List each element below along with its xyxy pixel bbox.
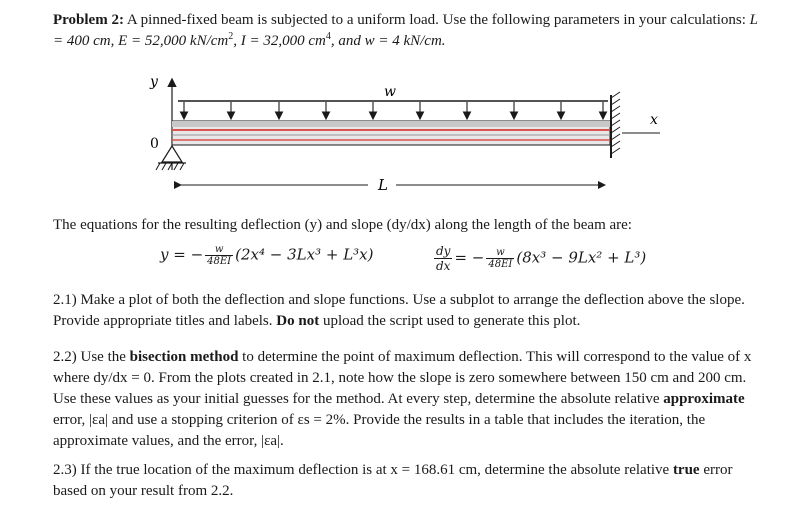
load-arrows: [184, 102, 603, 118]
section-2-2-text-mid: to determine the point of maximum deflection. This will correspond to the value of x where dy/dx = 0. From the plots created in 2.1, note how the slope is zero somewhere between 150 cm and 200 cm. Use these values as your initial guesses for the method. At every step, determine the absolute relative: [53, 349, 752, 407]
param-E-exponent: 2: [228, 31, 234, 42]
section-2-2-text: 2.2) Use the: [53, 349, 130, 365]
slope-derivative: [434, 244, 452, 273]
slope-coefficient: [486, 247, 514, 270]
y-axis-label: y: [150, 74, 158, 90]
section-2-1-text-end: upload the script used to generate this plot.: [319, 313, 581, 329]
pin-hatching: [156, 163, 184, 170]
param-L: L = 400 cm,: [53, 12, 758, 49]
slope-rhs: (8x³ − 9Lx² + L³): [516, 248, 647, 267]
equations-intro: The equations for the resulting deflection (y) and slope (dy/dx) along the length of the beam are:: [53, 217, 632, 233]
pinned-support: [156, 146, 186, 170]
slope-coef-num: w: [486, 247, 514, 259]
param-I: , I = 32,000 cm: [233, 33, 326, 49]
section-2-3: [53, 460, 758, 502]
param-w: , and w = 4 kN/cm.: [330, 33, 446, 49]
deflection-coef-num: w: [205, 244, 233, 256]
section-2-1-bold: Do not: [276, 313, 320, 329]
section-2-3-text-end: error based on your result from 2.2.: [53, 462, 733, 499]
section-2-3-bold: true: [672, 462, 700, 478]
fixed-support: [611, 92, 620, 158]
deflection-coefficient: [205, 244, 233, 267]
section-2-2: [53, 347, 758, 452]
load-label: w: [384, 84, 396, 100]
deflection-lhs: y = −: [160, 245, 204, 264]
slope-derivative-num: dy: [436, 244, 451, 258]
x-axis-label: x: [650, 112, 658, 128]
beam-diagram: [0, 0, 808, 210]
slope-equals: = −: [454, 248, 485, 267]
section-2-1-text: 2.1) Make a plot of both the deflection and slope functions. Use a subplot to arrange the deflection above the slope. Provide appropriate titles and labels.: [53, 292, 745, 329]
slope-equation: [432, 244, 646, 273]
param-E: E = 52,000 kN/cm: [118, 33, 229, 49]
deflection-equation: [160, 244, 373, 267]
section-2-1: [53, 290, 758, 332]
problem-label: Problem 2:: [53, 12, 124, 28]
slope-derivative-den: dx: [436, 259, 451, 273]
deflection-rhs: (2x⁴ − 3Lx³ + L³x): [235, 245, 374, 264]
section-2-2-bold-method: bisection method: [129, 349, 239, 365]
slope-coef-den: 48EI: [488, 259, 513, 270]
section-2-2-text-end: error, |εa| and use a stopping criterion of εs = 2%. Provide the results in a table that includes the iteration, the approximate values, and the error, |εa|.: [53, 412, 706, 449]
origin-label: 0: [150, 136, 159, 152]
section-2-2-bold-approx: approximate: [663, 391, 745, 407]
param-I-exponent: 4: [325, 31, 331, 42]
beam: [172, 121, 610, 145]
wall-hatching: [611, 92, 620, 154]
deflection-coef-den: 48EI: [207, 256, 232, 267]
section-2-3-text: 2.3) If the true location of the maximum deflection is at x = 168.61 cm, determine the absolute relative: [53, 462, 673, 478]
pin-triangle: [162, 146, 182, 162]
length-label: L: [378, 176, 388, 194]
beam-top-face: [172, 121, 610, 127]
problem-text: A pinned-fixed beam is subjected to a uniform load. Use the following parameters in your calculations:: [123, 12, 750, 28]
